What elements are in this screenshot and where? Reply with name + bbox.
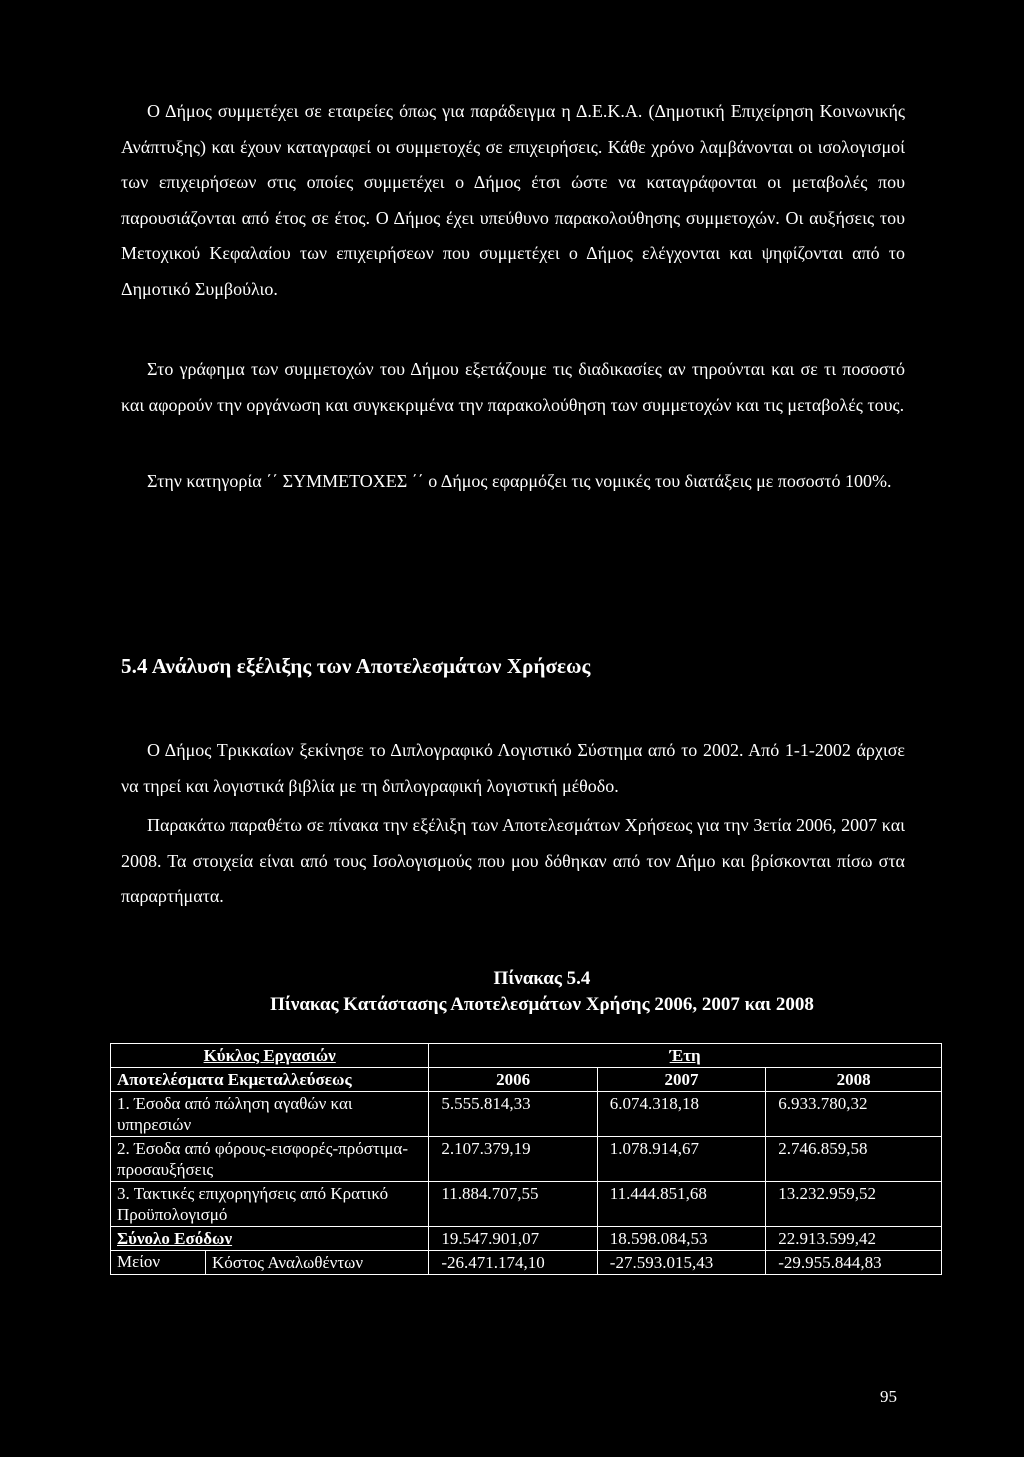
less-label-a: Μείον: [111, 1251, 206, 1274]
table-number: Πίνακας 5.4: [493, 968, 591, 989]
table-subheader-row: [111, 1068, 942, 1092]
cell-value: -29.955.844,83: [766, 1251, 942, 1275]
paragraph-table-intro: Παρακάτω παραθέτω σε πίνακα την εξέλιξη των Αποτελεσμάτων Χρήσεως για την 3ετία 2006, 2007 και 2008. Τα στοιχεία είναι από τους Ισολογισμούς που μου δόθηκαν από τον Δήμο και βρίσκονται πίσω στα παραρτήματα.: [121, 815, 905, 906]
paragraph-accounting-system: Ο Δήμος Τρικκαίων ξεκίνησε το Διπλογραφικό Λογιστικό Σύστημα από το 2002. Από 1-1-2002 άρχισε να τηρεί και λογιστικά βιβλία με τη διπλογραφική λογιστική μέθοδο.: [121, 740, 905, 796]
year-2006: 2006: [429, 1068, 597, 1092]
cell-value: -27.593.015,43: [597, 1251, 765, 1275]
paragraph-participations: Ο Δήμος συμμετέχει σε εταιρείες όπως για παράδειγμα η Δ.Ε.Κ.Α. (Δημοτική Επιχείρηση Κοινωνικής Ανάπτυξης) και έχουν καταγραφεί οι συμμετοχές σε επιχειρήσεις. Κάθε χρόνο λαμβάνονται οι ισολογισμοί των επιχειρήσεων στις οποίες συμμετέχει ο Δήμος έτσι ώστε να καταγράφονται οι μεταβολές που παρουσιάζονται από έτος σε έτος. Ο Δήμος έχει υπεύθυνο παρακολούθησης συμμετοχών. Οι αυξήσεις του Μετοχικού Κεφαλαίου των επιχειρήσεων που συμμετέχει ο Δήμος ελέγχονται και ψηφίζονται από το Δημοτικό Συμβούλιο.: [121, 101, 905, 299]
results-table: [110, 1043, 942, 1275]
row-label: 2. Έσοδα από φόρους-εισφορές-πρόστιμα- προσαυξήσεις: [111, 1137, 429, 1182]
row-label: 1. Έσοδα από πώληση αγαθών και υπηρεσιών: [111, 1092, 429, 1137]
year-2008: 2008: [766, 1068, 942, 1092]
table-title: Πίνακας Κατάστασης Αποτελεσμάτων Χρήσης 2006, 2007 και 2008: [270, 994, 814, 1015]
cell-value: 2.107.379,19: [429, 1137, 597, 1182]
cell-value: 22.913.599,42: [766, 1227, 942, 1251]
year-2007: 2007: [597, 1068, 765, 1092]
table-row: [111, 1137, 942, 1182]
cell-value: 11.444.851,68: [597, 1182, 765, 1227]
table-less-row: [111, 1251, 942, 1275]
header-cycle: Κύκλος Εργασιών: [111, 1044, 429, 1068]
cell-value: -26.471.174,10: [429, 1251, 597, 1275]
cell-value: 13.232.959,52: [766, 1182, 942, 1227]
cell-value: 5.555.814,33: [429, 1092, 597, 1137]
cell-value: 18.598.084,53: [597, 1227, 765, 1251]
page-number: 95: [880, 1387, 897, 1406]
cell-value: 11.884.707,55: [429, 1182, 597, 1227]
cell-value: 6.933.780,32: [766, 1092, 942, 1137]
cell-value: 6.074.318,18: [597, 1092, 765, 1137]
table-row: [111, 1182, 942, 1227]
total-label: Σύνολο Εσόδων: [111, 1227, 429, 1251]
cell-value: 2.746.859,58: [766, 1137, 942, 1182]
paragraph-category: Στην κατηγορία ΄΄ ΣΥΜΜΕΤΟΧΕΣ ΄΄ ο Δήμος εφαρμόζει τις νομικές του διατάξεις με ποσοστό 100%.: [147, 471, 892, 491]
section-heading: 5.4 Ανάλυση εξέλιξης των Αποτελεσμάτων Χρήσεως: [121, 654, 591, 678]
less-label: [111, 1251, 429, 1275]
header-years: Έτη: [429, 1044, 942, 1068]
table-header-row: [111, 1044, 942, 1068]
less-label-b: Κόστος Αναλωθέντων: [212, 1253, 364, 1272]
table-total-row: [111, 1227, 942, 1251]
table-row: [111, 1092, 942, 1137]
row-label: 3. Τακτικές επιχορηγήσεις από Κρατικό Προϋπολογισμό: [111, 1182, 429, 1227]
subheader-results: Αποτελέσματα Εκμεταλλεύσεως: [111, 1068, 429, 1092]
cell-value: 1.078.914,67: [597, 1137, 765, 1182]
cell-value: 19.547.901,07: [429, 1227, 597, 1251]
paragraph-graph: Στο γράφημα των συμμετοχών του Δήμου εξετάζουμε τις διαδικασίες αν τηρούνται και σε τι ποσοστό και αφορούν την οργάνωση και συγκεκριμένα την παρακολούθηση των συμμετοχών και τις μεταβολές τους.: [121, 359, 905, 415]
